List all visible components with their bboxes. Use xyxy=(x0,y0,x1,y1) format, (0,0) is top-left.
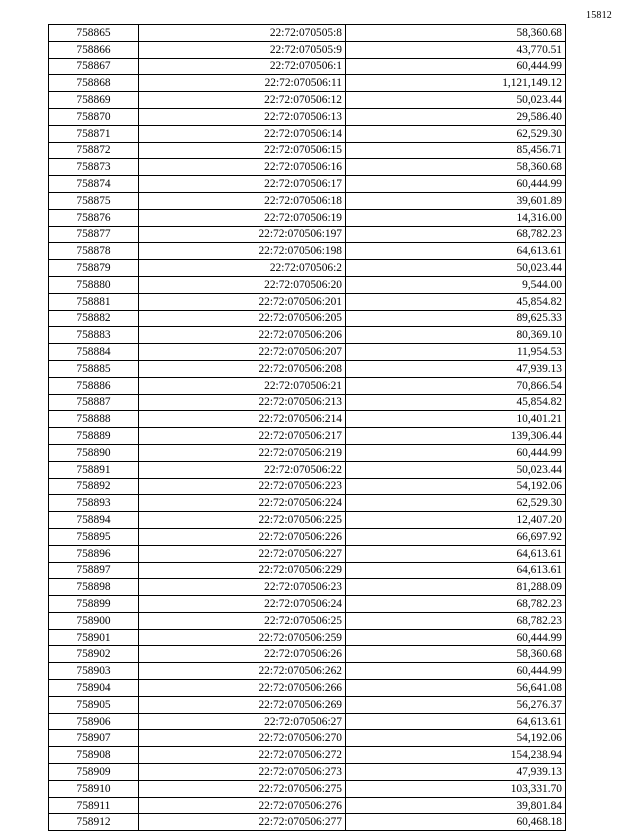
table-row xyxy=(49,293,566,310)
record-number-cell: 758890 xyxy=(49,444,139,461)
record-number-cell: 758894 xyxy=(49,512,139,529)
cadastral-value-cell: 64,613.61 xyxy=(346,243,566,260)
record-number-cell: 758867 xyxy=(49,58,139,75)
cadastral-number-cell: 22:72:070506:270 xyxy=(139,730,346,747)
cadastral-value-cell: 54,192.06 xyxy=(346,730,566,747)
record-number-cell: 758911 xyxy=(49,797,139,814)
record-number-cell: 758874 xyxy=(49,176,139,193)
record-number-cell: 758873 xyxy=(49,159,139,176)
cadastral-value-cell: 70,866.54 xyxy=(346,377,566,394)
cadastral-value-cell: 50,023.44 xyxy=(346,260,566,277)
cadastral-value-cell: 60,444.99 xyxy=(346,444,566,461)
cadastral-number-cell: 22:72:070506:273 xyxy=(139,764,346,781)
cadastral-number-cell: 22:72:070506:2 xyxy=(139,260,346,277)
cadastral-number-cell: 22:72:070506:25 xyxy=(139,612,346,629)
cadastral-number-cell: 22:72:070506:21 xyxy=(139,377,346,394)
cadastral-value-cell: 43,770.51 xyxy=(346,41,566,58)
record-number-cell: 758892 xyxy=(49,478,139,495)
cadastral-value-cell: 66,697.92 xyxy=(346,528,566,545)
table-row xyxy=(49,25,566,42)
record-number-cell: 758893 xyxy=(49,495,139,512)
cadastral-number-cell: 22:72:070506:26 xyxy=(139,646,346,663)
table-row xyxy=(49,545,566,562)
table-row xyxy=(49,696,566,713)
cadastral-number-cell: 22:72:070506:1 xyxy=(139,58,346,75)
cadastral-value-cell: 58,360.68 xyxy=(346,25,566,42)
cadastral-number-cell: 22:72:070506:201 xyxy=(139,293,346,310)
cadastral-number-cell: 22:72:070506:13 xyxy=(139,108,346,125)
cadastral-number-cell: 22:72:070506:20 xyxy=(139,276,346,293)
cadastral-number-cell: 22:72:070506:227 xyxy=(139,545,346,562)
cadastral-number-cell: 22:72:070506:272 xyxy=(139,747,346,764)
table-row xyxy=(49,646,566,663)
record-number-cell: 758897 xyxy=(49,562,139,579)
cadastral-number-cell: 22:72:070506:18 xyxy=(139,192,346,209)
cadastral-number-cell: 22:72:070506:229 xyxy=(139,562,346,579)
table-row xyxy=(49,411,566,428)
cadastral-value-cell: 64,613.61 xyxy=(346,562,566,579)
cadastral-number-cell: 22:72:070506:23 xyxy=(139,579,346,596)
table-row xyxy=(49,596,566,613)
cadastral-value-cell: 39,801.84 xyxy=(346,797,566,814)
record-number-cell: 758905 xyxy=(49,696,139,713)
record-number-cell: 758875 xyxy=(49,192,139,209)
record-number-cell: 758909 xyxy=(49,764,139,781)
record-number-cell: 758902 xyxy=(49,646,139,663)
table-row xyxy=(49,797,566,814)
table-row xyxy=(49,260,566,277)
table-row xyxy=(49,209,566,226)
cadastral-value-cell: 54,192.06 xyxy=(346,478,566,495)
table-row xyxy=(49,276,566,293)
record-number-cell: 758877 xyxy=(49,226,139,243)
cadastral-value-cell: 60,444.99 xyxy=(346,176,566,193)
table-row xyxy=(49,310,566,327)
record-number-cell: 758883 xyxy=(49,327,139,344)
table-row xyxy=(49,226,566,243)
cadastral-value-cell: 60,468.18 xyxy=(346,814,566,831)
cadastral-value-cell: 50,023.44 xyxy=(346,461,566,478)
record-number-cell: 758904 xyxy=(49,680,139,697)
table-row xyxy=(49,92,566,109)
record-number-cell: 758891 xyxy=(49,461,139,478)
table-row xyxy=(49,41,566,58)
table-row xyxy=(49,444,566,461)
table-row xyxy=(49,377,566,394)
record-number-cell: 758878 xyxy=(49,243,139,260)
cadastral-value-cell: 29,586.40 xyxy=(346,108,566,125)
cadastral-value-cell: 60,444.99 xyxy=(346,629,566,646)
cadastral-value-cell: 56,276.37 xyxy=(346,696,566,713)
cadastral-number-cell: 22:72:070506:226 xyxy=(139,528,346,545)
table-row xyxy=(49,730,566,747)
cadastral-value-cell: 68,782.23 xyxy=(346,612,566,629)
record-number-cell: 758885 xyxy=(49,360,139,377)
cadastral-number-cell: 22:72:070506:197 xyxy=(139,226,346,243)
table-row xyxy=(49,663,566,680)
cadastral-value-cell: 11,954.53 xyxy=(346,344,566,361)
cadastral-value-cell: 58,360.68 xyxy=(346,159,566,176)
record-number-cell: 758895 xyxy=(49,528,139,545)
table-row xyxy=(49,75,566,92)
record-number-cell: 758886 xyxy=(49,377,139,394)
record-number-cell: 758871 xyxy=(49,125,139,142)
cadastral-value-cell: 45,854.82 xyxy=(346,293,566,310)
table-body xyxy=(49,25,566,831)
cadastral-value-cell: 50,023.44 xyxy=(346,92,566,109)
record-number-cell: 758907 xyxy=(49,730,139,747)
cadastral-value-cell: 68,782.23 xyxy=(346,596,566,613)
cadastral-number-cell: 22:72:070506:208 xyxy=(139,360,346,377)
record-number-cell: 758881 xyxy=(49,293,139,310)
table-row xyxy=(49,125,566,142)
table-row xyxy=(49,176,566,193)
cadastral-value-cell: 10,401.21 xyxy=(346,411,566,428)
table-row xyxy=(49,764,566,781)
cadastral-number-cell: 22:72:070506:11 xyxy=(139,75,346,92)
table-row xyxy=(49,58,566,75)
cadastral-number-cell: 22:72:070506:205 xyxy=(139,310,346,327)
record-number-cell: 758884 xyxy=(49,344,139,361)
cadastral-number-cell: 22:72:070506:224 xyxy=(139,495,346,512)
table-row xyxy=(49,360,566,377)
cadastral-value-cell: 85,456.71 xyxy=(346,142,566,159)
cadastral-number-cell: 22:72:070506:259 xyxy=(139,629,346,646)
cadastral-value-cell: 60,444.99 xyxy=(346,663,566,680)
cadastral-value-cell: 68,782.23 xyxy=(346,226,566,243)
cadastral-number-cell: 22:72:070506:266 xyxy=(139,680,346,697)
table-row xyxy=(49,814,566,831)
record-number-cell: 758899 xyxy=(49,596,139,613)
record-number-cell: 758896 xyxy=(49,545,139,562)
table-row xyxy=(49,327,566,344)
cadastral-number-cell: 22:72:070506:214 xyxy=(139,411,346,428)
record-number-cell: 758882 xyxy=(49,310,139,327)
record-number-cell: 758868 xyxy=(49,75,139,92)
cadastral-value-cell: 64,613.61 xyxy=(346,713,566,730)
table-row xyxy=(49,461,566,478)
cadastral-value-cell: 47,939.13 xyxy=(346,360,566,377)
cadastral-number-cell: 22:72:070506:269 xyxy=(139,696,346,713)
record-number-cell: 758910 xyxy=(49,780,139,797)
record-number-cell: 758869 xyxy=(49,92,139,109)
record-number-cell: 758876 xyxy=(49,209,139,226)
cadastral-value-cell: 12,407.20 xyxy=(346,512,566,529)
record-number-cell: 758906 xyxy=(49,713,139,730)
table-row xyxy=(49,478,566,495)
table-row xyxy=(49,394,566,411)
cadastral-value-cell: 103,331.70 xyxy=(346,780,566,797)
cadastral-value-cell: 62,529.30 xyxy=(346,495,566,512)
cadastral-value-cell: 80,369.10 xyxy=(346,327,566,344)
table-row xyxy=(49,579,566,596)
record-number-cell: 758872 xyxy=(49,142,139,159)
record-number-cell: 758908 xyxy=(49,747,139,764)
table-row xyxy=(49,428,566,445)
cadastral-value-cell: 45,854.82 xyxy=(346,394,566,411)
cadastral-value-cell: 47,939.13 xyxy=(346,764,566,781)
cadastral-value-cell: 58,360.68 xyxy=(346,646,566,663)
cadastral-value-cell: 139,306.44 xyxy=(346,428,566,445)
table-row xyxy=(49,344,566,361)
table-row xyxy=(49,612,566,629)
table-row xyxy=(49,512,566,529)
table-row xyxy=(49,108,566,125)
cadastral-value-cell: 89,625.33 xyxy=(346,310,566,327)
cadastral-number-cell: 22:72:070506:275 xyxy=(139,780,346,797)
cadastral-value-cell: 56,641.08 xyxy=(346,680,566,697)
cadastral-value-cell: 64,613.61 xyxy=(346,545,566,562)
record-number-cell: 758888 xyxy=(49,411,139,428)
table-row xyxy=(49,159,566,176)
cadastral-number-cell: 22:72:070506:22 xyxy=(139,461,346,478)
cadastral-number-cell: 22:72:070506:225 xyxy=(139,512,346,529)
table-row xyxy=(49,495,566,512)
cadastral-number-cell: 22:72:070505:8 xyxy=(139,25,346,42)
table-row xyxy=(49,780,566,797)
record-number-cell: 758898 xyxy=(49,579,139,596)
table-row xyxy=(49,192,566,209)
record-number-cell: 758901 xyxy=(49,629,139,646)
record-number-cell: 758903 xyxy=(49,663,139,680)
record-number-cell: 758889 xyxy=(49,428,139,445)
cadastral-number-cell: 22:72:070506:219 xyxy=(139,444,346,461)
table-row xyxy=(49,680,566,697)
record-number-cell: 758866 xyxy=(49,41,139,58)
cadastral-number-cell: 22:72:070506:17 xyxy=(139,176,346,193)
cadastral-value-cell: 60,444.99 xyxy=(346,58,566,75)
table-row xyxy=(49,562,566,579)
table-row xyxy=(49,243,566,260)
table-row xyxy=(49,629,566,646)
cadastral-value-cell: 154,238.94 xyxy=(346,747,566,764)
record-number-cell: 758887 xyxy=(49,394,139,411)
record-number-cell: 758880 xyxy=(49,276,139,293)
table-row xyxy=(49,713,566,730)
cadastral-number-cell: 22:72:070506:217 xyxy=(139,428,346,445)
cadastral-number-cell: 22:72:070506:213 xyxy=(139,394,346,411)
cadastral-value-cell: 1,121,149.12 xyxy=(346,75,566,92)
cadastral-number-cell: 22:72:070506:15 xyxy=(139,142,346,159)
cadastral-value-cell: 39,601.89 xyxy=(346,192,566,209)
table-row xyxy=(49,528,566,545)
cadastral-number-cell: 22:72:070506:262 xyxy=(139,663,346,680)
cadastral-number-cell: 22:72:070506:12 xyxy=(139,92,346,109)
record-number-cell: 758900 xyxy=(49,612,139,629)
cadastral-number-cell: 22:72:070506:16 xyxy=(139,159,346,176)
cadastral-value-cell: 9,544.00 xyxy=(346,276,566,293)
cadastral-number-cell: 22:72:070506:277 xyxy=(139,814,346,831)
cadastral-value-cell: 14,316.00 xyxy=(346,209,566,226)
record-number-cell: 758870 xyxy=(49,108,139,125)
cadastral-number-cell: 22:72:070506:24 xyxy=(139,596,346,613)
page-number: 15812 xyxy=(586,10,612,21)
table-row xyxy=(49,747,566,764)
cadastral-number-cell: 22:72:070506:19 xyxy=(139,209,346,226)
cadastral-number-cell: 22:72:070506:276 xyxy=(139,797,346,814)
table-row xyxy=(49,142,566,159)
record-number-cell: 758912 xyxy=(49,814,139,831)
cadastral-number-cell: 22:72:070506:198 xyxy=(139,243,346,260)
cadastral-number-cell: 22:72:070506:14 xyxy=(139,125,346,142)
cadastral-value-cell: 62,529.30 xyxy=(346,125,566,142)
cadastral-number-cell: 22:72:070506:223 xyxy=(139,478,346,495)
cadastral-value-cell: 81,288.09 xyxy=(346,579,566,596)
cadastral-number-cell: 22:72:070505:9 xyxy=(139,41,346,58)
cadastral-number-cell: 22:72:070506:207 xyxy=(139,344,346,361)
cadastral-number-cell: 22:72:070506:206 xyxy=(139,327,346,344)
cadastral-value-table xyxy=(48,24,566,831)
record-number-cell: 758879 xyxy=(49,260,139,277)
record-number-cell: 758865 xyxy=(49,25,139,42)
cadastral-number-cell: 22:72:070506:27 xyxy=(139,713,346,730)
